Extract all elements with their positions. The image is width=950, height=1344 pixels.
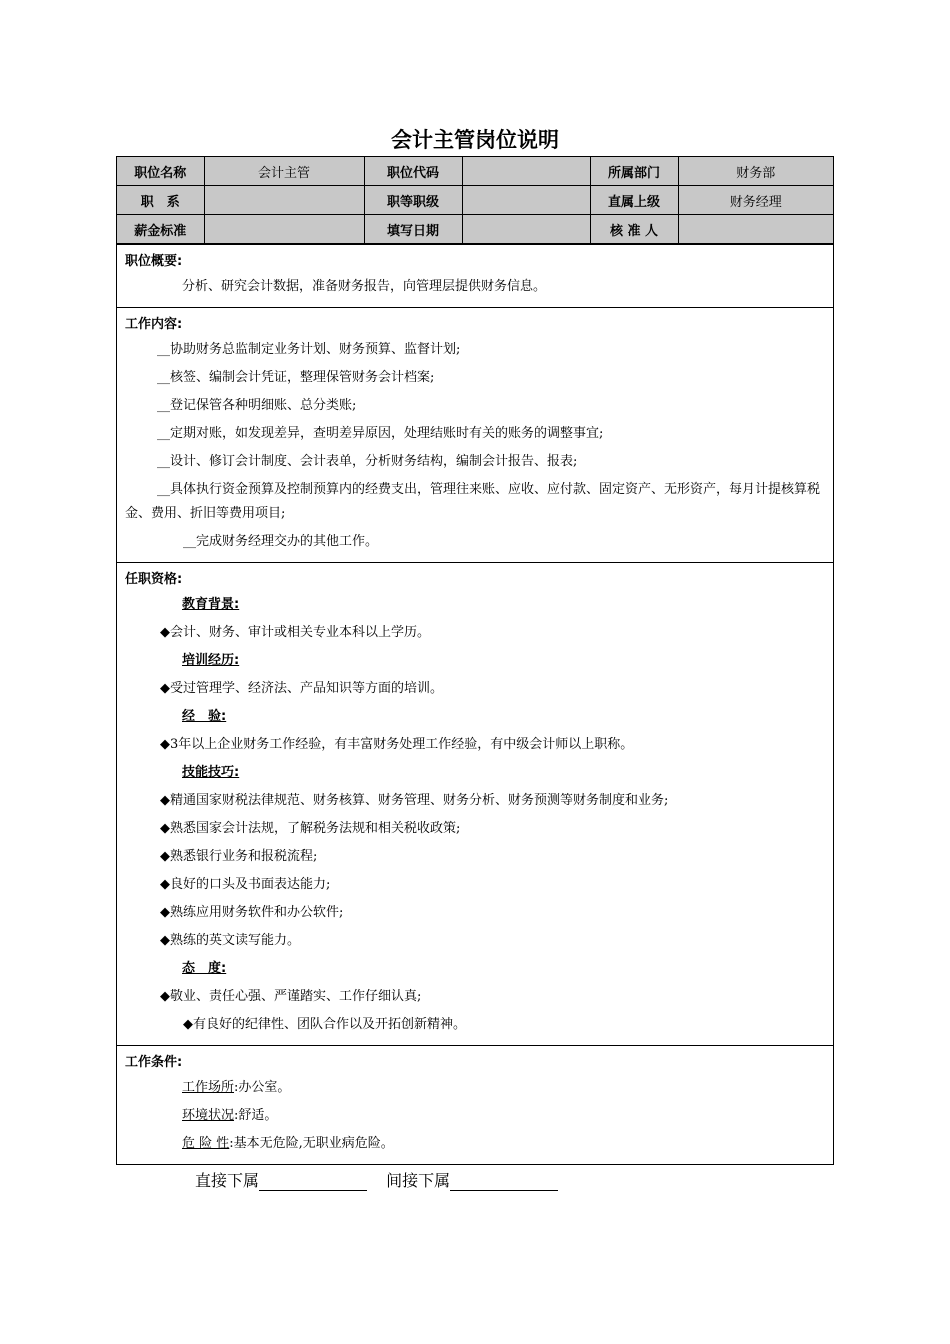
supervisor-label: 直属上级 [590, 186, 678, 215]
job-description-form [116, 156, 834, 1165]
position-code-value[interactable] [462, 157, 590, 186]
department-label: 所属部门 [590, 157, 678, 186]
indirect-subordinates-blank[interactable] [450, 1172, 558, 1191]
education-item: ◆会计、财务、审计或相关专业本科以上学历。 [160, 625, 430, 640]
job-family-label: 职 系 [117, 186, 204, 215]
duty-item: __登记保管各种明细账、总分类账; [157, 398, 357, 413]
conditions-heading: 工作条件: [125, 1055, 183, 1070]
duty-item: __核签、编制会计凭证，整理保管财务会计档案; [157, 370, 435, 385]
risk-row [125, 1130, 825, 1158]
skill-item: ◆熟练应用财务软件和办公软件; [160, 905, 344, 920]
duty-item: __协助财务总监制定业务计划、财务预算、监督计划; [157, 342, 461, 357]
grade-label: 职等职级 [364, 186, 462, 215]
training-label: 培训经历: [182, 653, 240, 668]
duty-item: __定期对账，如发现差异，查明差异原因，处理结账时有关的账务的调整事宜; [157, 426, 604, 441]
salary-value[interactable] [204, 215, 364, 244]
summary-text: 分析、研究会计数据，准备财务报告，向管理层提供财务信息。 [182, 279, 547, 294]
qualifications-heading: 任职资格: [125, 572, 183, 587]
approver-label: 核 准 人 [590, 215, 678, 244]
fill-date-value[interactable] [462, 215, 590, 244]
fill-date-label: 填写日期 [364, 215, 462, 244]
risk-value: :基本无危险,无职业病危险。 [229, 1136, 394, 1151]
environment-label: 环境状况 [182, 1108, 235, 1123]
skill-item: ◆熟练的英文读写能力。 [160, 933, 300, 948]
duties-heading: 工作内容: [125, 317, 183, 332]
skill-item: ◆良好的口头及书面表达能力; [160, 877, 331, 892]
duties-section [117, 307, 833, 562]
grade-value[interactable] [462, 186, 590, 215]
indirect-subordinates-label: 间接下属 [386, 1171, 451, 1190]
department-value[interactable]: 财务部 [678, 157, 833, 186]
direct-subordinates-blank[interactable] [259, 1172, 367, 1191]
position-name-label: 职位名称 [117, 157, 204, 186]
experience-item: ◆3年以上企业财务工作经验，有丰富财务处理工作经验，有中级会计师以上职称。 [160, 737, 634, 752]
attitude-item: ◆有良好的纪律性、团队合作以及开拓创新精神。 [183, 1017, 466, 1032]
duty-item: __完成财务经理交办的其他工作。 [183, 534, 379, 549]
training-item: ◆受过管理学、经济法、产品知识等方面的培训。 [160, 681, 443, 696]
duty-item: __具体执行资金预算及控制预算内的经费支出，管理往来账、应收、应付款、固定资产、无形资产，每月计提核算税金、费用、折旧等费用项目; [125, 482, 821, 521]
risk-label: 危 险 性 [182, 1136, 230, 1151]
skill-item: ◆熟悉国家会计法规，了解税务法规和相关税收政策; [160, 821, 461, 836]
position-name-value[interactable]: 会计主管 [204, 157, 364, 186]
qualifications-section [117, 562, 833, 1045]
page-title: 会计主管岗位说明 [391, 128, 559, 152]
skills-label: 技能技巧: [182, 765, 240, 780]
approver-value[interactable] [678, 215, 833, 244]
header-row-3 [117, 215, 833, 244]
summary-section [117, 244, 833, 307]
workplace-label: 工作场所 [182, 1080, 235, 1095]
salary-label: 薪金标准 [117, 215, 204, 244]
subordinates-footer [195, 1168, 572, 1191]
attitude-label: 态 度: [182, 961, 227, 976]
skill-item: ◆熟悉银行业务和报税流程; [160, 849, 318, 864]
header-row-2 [117, 186, 833, 215]
supervisor-value[interactable]: 财务经理 [678, 186, 833, 215]
workplace-value: :办公室。 [234, 1080, 291, 1095]
direct-subordinates-label: 直接下属 [195, 1171, 260, 1190]
skill-item: ◆精通国家财税法律规范、财务核算、财务管理、财务分析、财务预测等财务制度和业务; [160, 793, 669, 808]
workplace-row [125, 1074, 825, 1102]
summary-heading: 职位概要: [125, 254, 183, 269]
experience-label: 经 验: [182, 709, 227, 724]
environment-row [125, 1102, 825, 1130]
position-code-label: 职位代码 [364, 157, 462, 186]
header-row-1 [117, 157, 833, 186]
conditions-section [117, 1045, 833, 1164]
job-family-value[interactable] [204, 186, 364, 215]
attitude-item: ◆敬业、责任心强、严谨踏实、工作仔细认真; [160, 989, 422, 1004]
duty-item: __设计、修订会计制度、会计表单，分析财务结构，编制会计报告、报表; [157, 454, 578, 469]
education-label: 教育背景: [182, 597, 240, 612]
environment-value: :舒适。 [234, 1108, 278, 1123]
header-table [117, 157, 833, 244]
